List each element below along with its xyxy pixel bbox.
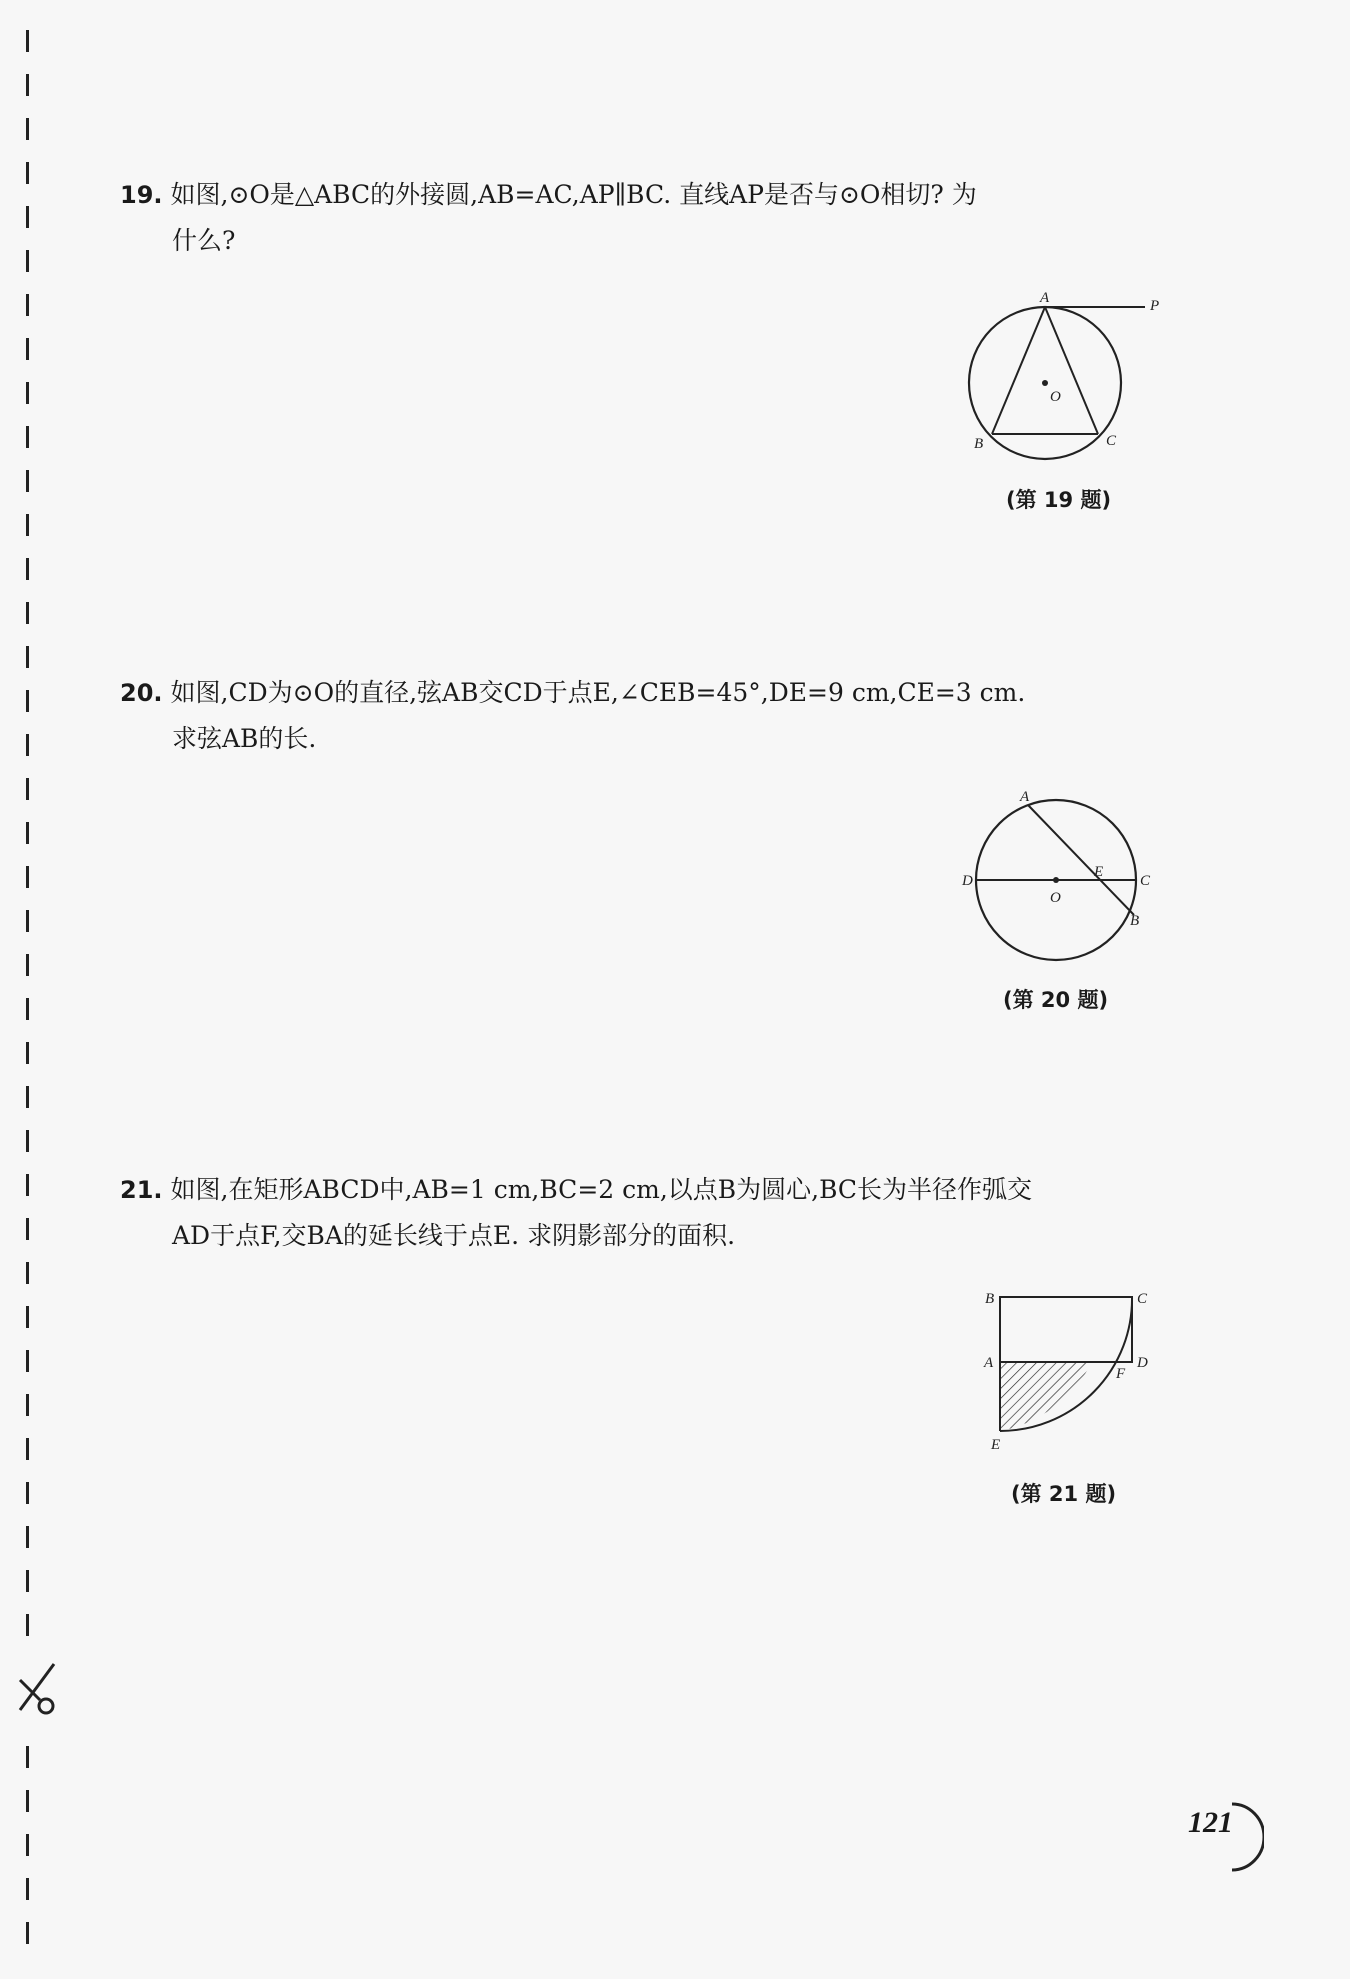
cut-line-dash bbox=[26, 118, 29, 140]
cut-line-dash bbox=[26, 162, 29, 184]
page-number: 121 bbox=[1188, 1806, 1233, 1839]
cut-line-dash bbox=[26, 954, 29, 976]
scissors-icon bbox=[14, 1660, 62, 1716]
label-c: C bbox=[1106, 433, 1117, 449]
cut-line-dash bbox=[26, 1834, 29, 1856]
problem-text-line1: 如图,在矩形ABCD中,AB=1 cm,BC=2 cm,以点B为圆心,BC长为半径作弧交 bbox=[170, 1175, 1033, 1204]
caption-21: (第 21 题) bbox=[1011, 1482, 1117, 1506]
center-dot bbox=[1042, 380, 1048, 386]
caption-20: (第 20 题) bbox=[1003, 988, 1109, 1012]
problem-text-line1: 如图,⊙O是△ABC的外接圆,AB=AC,AP∥BC. 直线AP是否与⊙O相切? 为 bbox=[170, 180, 977, 209]
cut-line-dash bbox=[26, 558, 29, 580]
cut-line-dash bbox=[26, 74, 29, 96]
cut-line-dash bbox=[26, 1174, 29, 1196]
cut-line-dash bbox=[26, 1482, 29, 1504]
shaded-region bbox=[1000, 1362, 1092, 1431]
label-p: P bbox=[1150, 298, 1160, 314]
cut-line-dash bbox=[26, 470, 29, 492]
cut-line-dash bbox=[26, 690, 29, 712]
page-number-bracket-icon bbox=[1230, 1800, 1264, 1874]
problem-19 bbox=[120, 172, 1180, 264]
label-o: O bbox=[1050, 890, 1061, 906]
problem-text-line2: 什么? bbox=[172, 226, 236, 255]
cut-line-dash bbox=[26, 866, 29, 888]
cut-line-dash bbox=[26, 822, 29, 844]
label-a: A bbox=[1040, 290, 1050, 306]
figure-20-circle-chords bbox=[950, 790, 1180, 970]
problem-number: 19. bbox=[120, 181, 163, 209]
cut-line-dash bbox=[26, 1394, 29, 1416]
label-b: B bbox=[985, 1291, 995, 1307]
cut-line-dash bbox=[26, 1526, 29, 1548]
cut-line-dash bbox=[26, 382, 29, 404]
cut-line-dash bbox=[26, 514, 29, 536]
cut-line-dash bbox=[26, 998, 29, 1020]
cut-line-dash bbox=[26, 602, 29, 624]
cut-line-dash bbox=[26, 1790, 29, 1812]
cut-line-dash bbox=[26, 1922, 29, 1944]
problem-number: 21. bbox=[120, 1176, 163, 1204]
problem-number: 20. bbox=[120, 679, 163, 707]
label-o: O bbox=[1050, 389, 1061, 405]
label-e: E bbox=[1094, 864, 1104, 880]
label-b: B bbox=[974, 436, 984, 452]
cut-line-dash bbox=[26, 1218, 29, 1240]
cut-line-dash bbox=[26, 1042, 29, 1064]
side-ab bbox=[992, 307, 1045, 434]
cut-line-dash bbox=[26, 1614, 29, 1636]
figure-21-rectangle-arc bbox=[975, 1285, 1165, 1460]
cut-line-dash bbox=[26, 206, 29, 228]
cut-line-dash bbox=[26, 1130, 29, 1152]
problem-21 bbox=[120, 1167, 1180, 1259]
side-ac bbox=[1045, 307, 1098, 434]
problem-20 bbox=[120, 670, 1180, 762]
cut-line-dash bbox=[26, 294, 29, 316]
cut-line-dash bbox=[26, 250, 29, 272]
cut-line-dash bbox=[26, 1086, 29, 1108]
label-e: E bbox=[991, 1437, 1001, 1453]
label-c: C bbox=[1137, 1291, 1148, 1307]
cut-line-dash bbox=[26, 30, 29, 52]
label-b: B bbox=[1130, 913, 1140, 929]
cut-line-dash bbox=[26, 1878, 29, 1900]
figure-19-circle-triangle bbox=[960, 288, 1170, 463]
cut-line-dash bbox=[26, 734, 29, 756]
problem-text-line2: 求弦AB的长. bbox=[172, 724, 317, 753]
problem-text-line2: AD于点F,交BA的延长线于点E. 求阴影部分的面积. bbox=[172, 1221, 736, 1250]
caption-19: (第 19 题) bbox=[1006, 488, 1112, 512]
cut-line-dash bbox=[26, 1746, 29, 1768]
cut-line-dash bbox=[26, 646, 29, 668]
cut-line-dash bbox=[26, 426, 29, 448]
cut-line-dash bbox=[26, 1262, 29, 1284]
chord-ab bbox=[1028, 805, 1134, 915]
label-c: C bbox=[1140, 873, 1151, 889]
cut-line-dash bbox=[26, 910, 29, 932]
cut-line-dash bbox=[26, 1570, 29, 1592]
problem-text-line1: 如图,CD为⊙O的直径,弦AB交CD于点E,∠CEB=45°,DE=9 cm,CE=3 cm. bbox=[170, 678, 1026, 707]
cut-line-dash bbox=[26, 1438, 29, 1460]
label-a: A bbox=[984, 1355, 994, 1371]
center-dot bbox=[1053, 877, 1059, 883]
cut-line-dash bbox=[26, 1350, 29, 1372]
label-f: F bbox=[1116, 1366, 1126, 1382]
label-d: D bbox=[962, 873, 973, 889]
rectangle-abcd bbox=[1000, 1297, 1132, 1362]
label-a: A bbox=[1020, 789, 1030, 805]
cut-line-dash bbox=[26, 778, 29, 800]
cut-line-dash bbox=[26, 1306, 29, 1328]
label-d: D bbox=[1137, 1355, 1148, 1371]
cut-line-dash bbox=[26, 338, 29, 360]
